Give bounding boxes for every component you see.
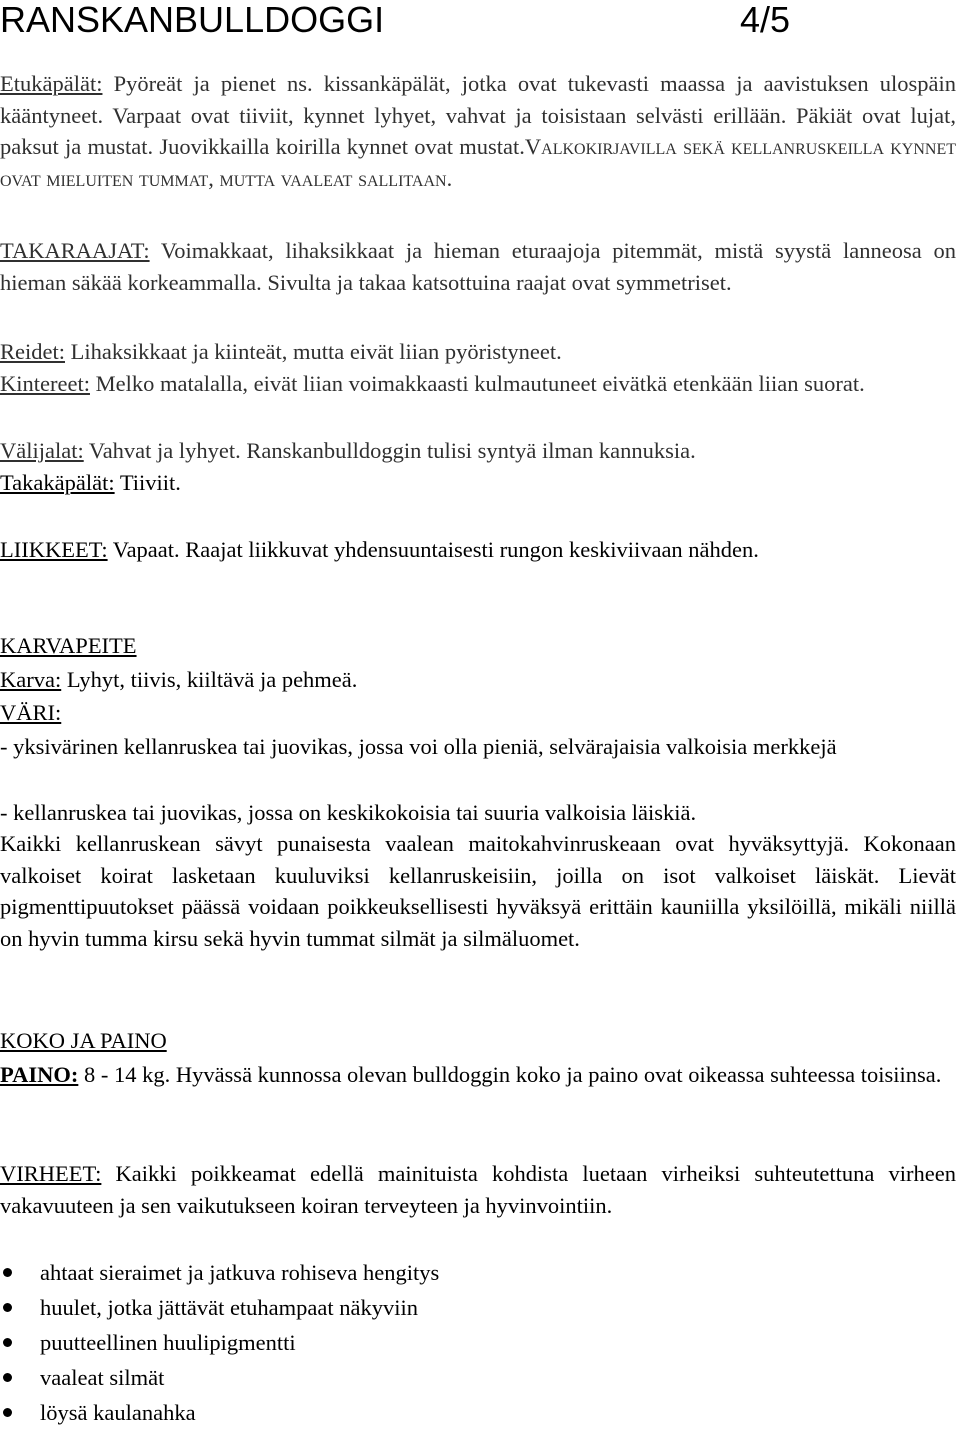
vari-label: VÄRI: [0,700,62,725]
list-item-text: ahtaat sieraimet ja jatkuva rohiseva hengitys [40,1260,440,1285]
etukapalat-text: Pyöreät ja pienet ns. kissankäpälät, jotka ovat tukevasti maassa ja aavistuksen ulospäin kääntyneet. Varpaat ovat tiiviit, kynnet lyhyet, vahvat ja toisistaan selvästi erillään. Päkiät ovat lujat, paksut ja mustat. Juovikkailla koirilla kynnet ovat mustat. [0,71,956,160]
kintereet-paragraph [0,368,956,400]
karva-paragraph [0,664,956,696]
valijalat-label: Välijalat: [0,438,84,463]
etukapalat-paragraph [0,68,956,195]
virheet-paragraph [0,1158,956,1221]
list-item-text: löysä kaulanahka [40,1400,196,1425]
page-header [0,0,800,40]
document-title: RANSKANBULLDOGGI [0,0,385,40]
list-item [0,1255,956,1290]
karvapeite-heading: KARVAPEITE [0,633,137,658]
takakapalat-paragraph [0,467,956,499]
liikkeet-label: LIIKKEET: [0,537,108,562]
virheet-list [0,1255,956,1430]
paino-paragraph [0,1059,956,1091]
bullet-icon [3,1408,12,1417]
bullet-icon [3,1373,12,1382]
list-item [0,1395,956,1430]
takakapalat-label: Takakäpälät: [0,470,115,495]
valijalat-text: Vahvat ja lyhyet. Ranskanbulldoggin tulisi syntyä ilman kannuksia. [83,438,696,463]
valijalat-paragraph [0,435,956,467]
bullet-icon [3,1338,12,1347]
bullet-icon [3,1303,12,1312]
kintereet-label: Kintereet: [0,371,90,396]
etukapalat-text-2: Valkokirjavilla sekä kellanruskeilla kynnet ovat mieluiten tummat, mutta vaaleat sallitaan. [0,134,957,192]
list-item-text: huulet, jotka jättävät etuhampaat näkyviin [40,1295,419,1320]
list-item [0,1360,956,1395]
karva-label: Karva: [0,667,62,692]
vari-item-1: - yksivärinen kellanruskea tai juovikas, jossa voi olla pieniä, selvärajaisia valkoisia merkkejä [0,734,837,759]
takakapalat-text: Tiiviit. [114,470,181,495]
virheet-label: VIRHEET: [0,1161,102,1186]
list-item-text: puutteellinen huulipigmentti [40,1330,296,1355]
list-item [0,1325,956,1360]
virheet-text: Kaikki poikkeamat edellä mainituista kohdista luetaan virheiksi suhteutettuna virheen vakavuuteen ja sen vaikutukseen koiran terveyteen ja hyvinvointiin. [0,1161,956,1218]
reidet-paragraph [0,336,956,368]
koko-heading: KOKO JA PAINO [0,1028,167,1053]
liikkeet-text: Vapaat. Raajat liikkuvat yhdensuuntaisesti rungon keskiviivaan nähden. [107,537,759,562]
karva-text: Lyhyt, tiivis, kiiltävä ja pehmeä. [61,667,358,692]
takaraajat-text: Voimakkaat, lihaksikkaat ja hieman eturaajoja pitemmät, mistä syystä lanneosa on hieman säkää korkeammalla. Sivulta ja takaa katsottuina raajat ovat symmetriset. [0,238,956,295]
paino-label: PAINO: [0,1062,79,1087]
vari-item-2: - kellanruskea tai juovikas, jossa on keskikokoisia tai suuria valkoisia läiskiä. [0,800,697,825]
liikkeet-paragraph [0,534,956,566]
vari-paragraph: Kaikki kellanruskean sävyt punaisesta vaalean maitokahvinruskeaan ovat hyväksyttyjä. Kokonaan valkoiset koirat lasketaan kuuluviksi kellanruskeisiin, joilla on isot valkoiset läiskät. Lievät pigmenttipuutokset päässä voidaan poikkeuksellisesti hyväksyä erittäin kauniilla yksilöillä, mikäli niillä on hyvin tumma kirsu sekä hyvin tummat silmät ja silmäluomet. [0,831,956,952]
bullet-icon [3,1268,12,1277]
page-number: 4/5 [740,0,791,40]
reidet-text: Lihaksikkaat ja kiinteät, mutta eivät liian pyöristyneet. [64,339,562,364]
paino-text: 8 - 14 kg. Hyvässä kunnossa olevan bulldoggin koko ja paino ovat oikeassa suhteessa toisiinsa. [78,1062,942,1087]
list-item [0,1290,956,1325]
reidet-label: Reidet: [0,339,65,364]
takaraajat-label: TAKARAAJAT: [0,238,150,263]
list-item-text: vaaleat silmät [40,1365,165,1390]
kintereet-text: Melko matalalla, eivät liian voimakkaasti kulmautuneet eivätkä etenkään liian suorat. [89,371,865,396]
etukapalat-label: Etukäpälät: [0,71,103,96]
takaraajat-paragraph [0,235,956,298]
